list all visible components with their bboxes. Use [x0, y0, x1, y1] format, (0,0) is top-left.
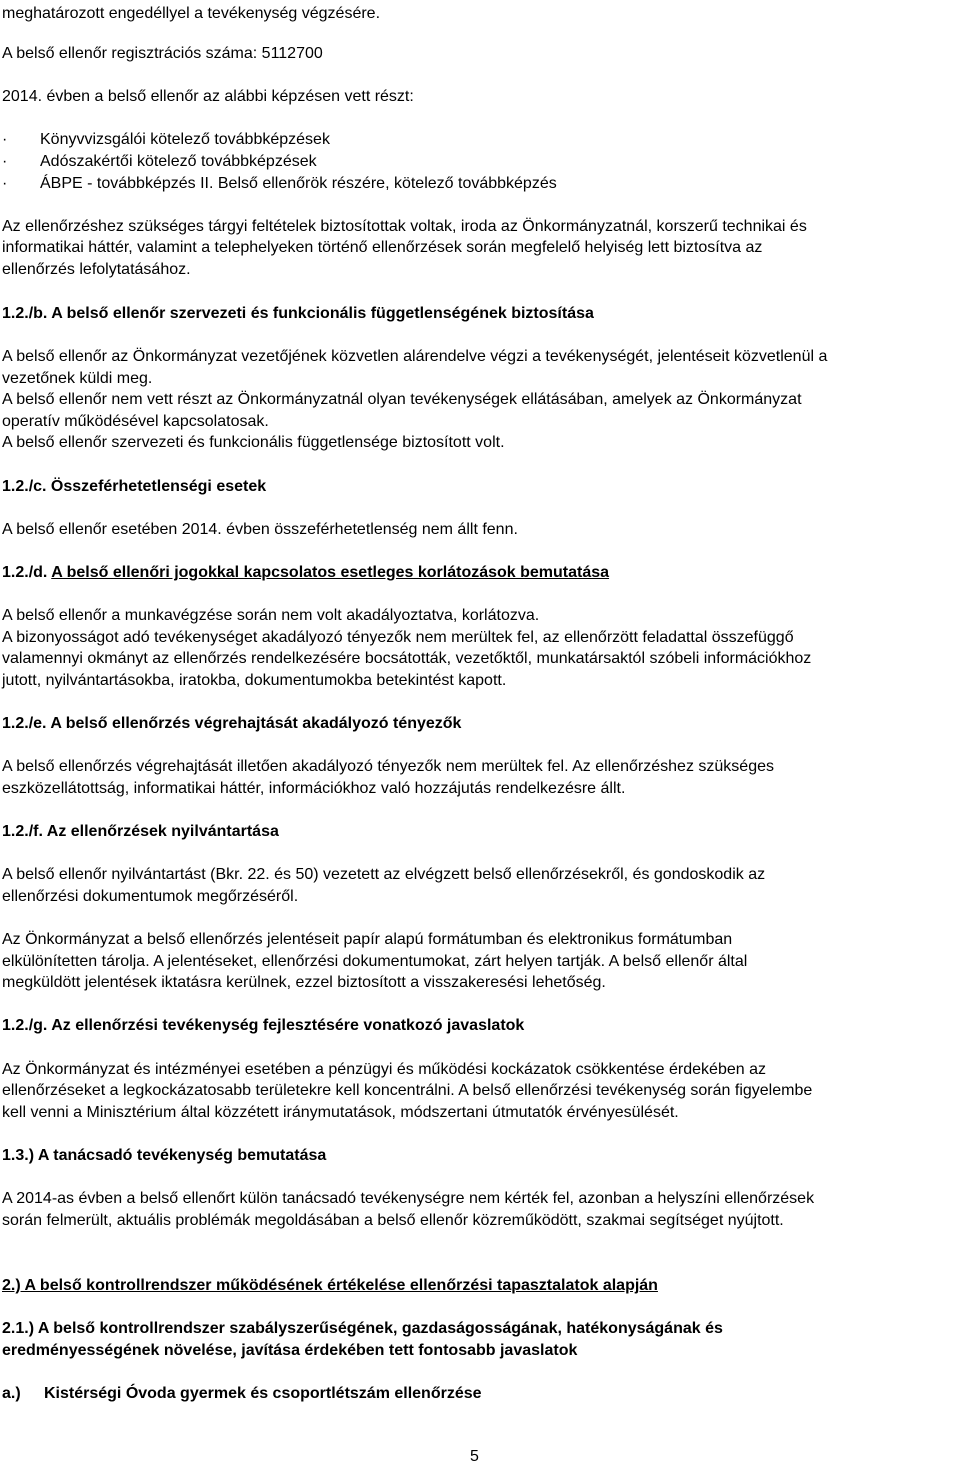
paragraph-line: valamennyi okmányt az ellenőrzés rendelkezésére bocsátották, vezetőktől, munkatársaktól szóbeli információkhoz: [2, 650, 812, 667]
section-heading-1-2-c: 1.2./c. Összeférhetetlenségi esetek: [2, 478, 267, 495]
paragraph-line: megküldött jelentések iktatásra kerülnek, ezzel biztosított a visszakeresési lehetőség.: [2, 974, 606, 991]
section-heading-2: 2.) A belső kontrollrendszer működésének értékelése ellenőrzési tapasztalatok alapján: [2, 1277, 658, 1294]
paragraph-line: Az Önkormányzat a belső ellenőrzés jelentéseit papír alapú formátumban és elektronikus formátumban: [2, 931, 733, 948]
conditions-line: Az ellenőrzéshez szükséges tárgyi feltételek biztosítottak voltak, iroda az Önkormányzatnál, korszerű technikai és: [2, 218, 807, 235]
paragraph-line: A belső ellenőr az Önkormányzat vezetőjének közvetlen alárendelve végzi a tevékenységét, jelentéseit közvetlenül a: [2, 348, 828, 365]
bullet: ·: [2, 131, 8, 148]
section-title: A belső ellenőri jogokkal kapcsolatos esetleges korlátozások bemutatása: [51, 564, 610, 581]
paragraph-line: A 2014-as évben a belső ellenőrt külön tanácsadó tevékenységre nem kérték fel, azonban a helyszíni ellenőrzések: [2, 1190, 815, 1207]
paragraph-line: Az Önkormányzat és intézményei esetében a pénzügyi és működési kockázatok csökkentése érdekében az: [2, 1061, 766, 1078]
section-heading-1-2-e: 1.2./e. A belső ellenőrzés végrehajtását akadályozó tényezők: [2, 715, 462, 732]
paragraph-line: jutott, nyilvántartásokba, iratokba, dokumentumokba betekintést kapott.: [2, 672, 507, 689]
section-heading-2-1: 2.1.) A belső kontrollrendszer szabályszerűségének, gazdaságosságának, hatékonyságának és: [2, 1320, 723, 1337]
section-heading-1-2-b: 1.2./b. A belső ellenőr szervezeti és funkcionális függetlenségének biztosítása: [2, 305, 594, 322]
page-number: 5: [470, 1448, 479, 1465]
paragraph-line: során felmerült, aktuális problémák megoldásában a belső ellenőr közreműködött, szakmai segítséget nyújtott.: [2, 1212, 784, 1229]
paragraph-line: vezetőnek küldi meg.: [2, 370, 153, 387]
paragraph-line: A bizonyosságot adó tevékenységet akadályozó tényezők nem merültek fel, az ellenőrzött feladattal összefüggő: [2, 629, 794, 646]
registration-number: A belső ellenőr regisztrációs száma: 5112700: [2, 45, 323, 62]
conditions-line: informatikai háttér, valamint a telephelyeken történő ellenőrzések során megfelelő helyiség lett biztosítva az: [2, 239, 763, 256]
paragraph-line: operatív működésével kapcsolatosak.: [2, 413, 269, 430]
section-heading-1-3: 1.3.) A tanácsadó tevékenység bemutatása: [2, 1147, 327, 1164]
section-heading-1-2-g: 1.2./g. Az ellenőrzési tevékenység fejlesztésére vonatkozó javaslatok: [2, 1017, 525, 1034]
paragraph-line: A belső ellenőrzés végrehajtását illetően akadályozó tényezők nem merültek fel. Az ellenőrzéshez szükséges: [2, 758, 774, 775]
section-heading-2-1-cont: eredményességének növelése, javítása érdekében tett fontosabb javaslatok: [2, 1342, 578, 1359]
paragraph-line: elkülönítetten tárolja. A jelentéseket, ellenőrzési dokumentumokat, zárt helyen tartják. A belső ellenőr által: [2, 953, 748, 970]
paragraph-line: A belső ellenőr esetében 2014. évben összeférhetetlenség nem állt fenn.: [2, 521, 518, 538]
section-heading-1-2-d: [2, 563, 609, 583]
training-item: · Adószakértői kötelező továbbképzések: [2, 153, 317, 170]
subsection-number: a.): [2, 1385, 21, 1402]
bullet: ·: [2, 153, 8, 170]
paragraph-line: ellenőrzéseket a legkockázatosabb területekre kell koncentrálni. A belső ellenőrzési tevékenység során figyelembe: [2, 1082, 813, 1099]
paragraph-line: A belső ellenőr nyilvántartást (Bkr. 22. és 50) vezetett az elvégzett belső ellenőrzésekről, és gondoskodik az: [2, 866, 766, 883]
conditions-line: ellenőrzés lefolytatásához.: [2, 261, 191, 278]
section-number: 1.2./d.: [2, 564, 48, 581]
training-item: · Könyvvizsgálói kötelező továbbképzések: [2, 131, 330, 148]
paragraph-line: kell venni a Minisztérium által közzétett iránymutatások, módszertani útmutatók érvényesülését.: [2, 1104, 679, 1121]
paragraph-line: A belső ellenőr nem vett részt az Önkormányzatnál olyan tevékenységek ellátásában, amelyek az Önkormányzat: [2, 391, 802, 408]
training-item: · ÁBPE - továbbképzés II. Belső ellenőrök részére, kötelező továbbképzés: [2, 175, 557, 192]
bullet: ·: [2, 175, 8, 192]
paragraph-line: A belső ellenőr a munkavégzése során nem volt akadályoztatva, korlátozva.: [2, 607, 540, 624]
paragraph-line: ellenőrzési dokumentumok megőrzéséről.: [2, 888, 299, 905]
paragraph-line: eszközellátottság, informatikai háttér, információkhoz való hozzájutás rendelkezésre állt.: [2, 780, 626, 797]
training-intro: 2014. évben a belső ellenőr az alábbi képzésen vett részt:: [2, 88, 414, 105]
intro-line-1: meghatározott engedéllyel a tevékenység végzésére.: [2, 5, 381, 22]
section-heading-1-2-f: 1.2./f. Az ellenőrzések nyilvántartása: [2, 823, 279, 840]
subsection-heading-a: [2, 1384, 482, 1404]
subsection-title: Kistérségi Óvoda gyermek és csoportlétszám ellenőrzése: [44, 1385, 482, 1402]
paragraph-line: A belső ellenőr szervezeti és funkcionális függetlensége biztosított volt.: [2, 434, 505, 451]
